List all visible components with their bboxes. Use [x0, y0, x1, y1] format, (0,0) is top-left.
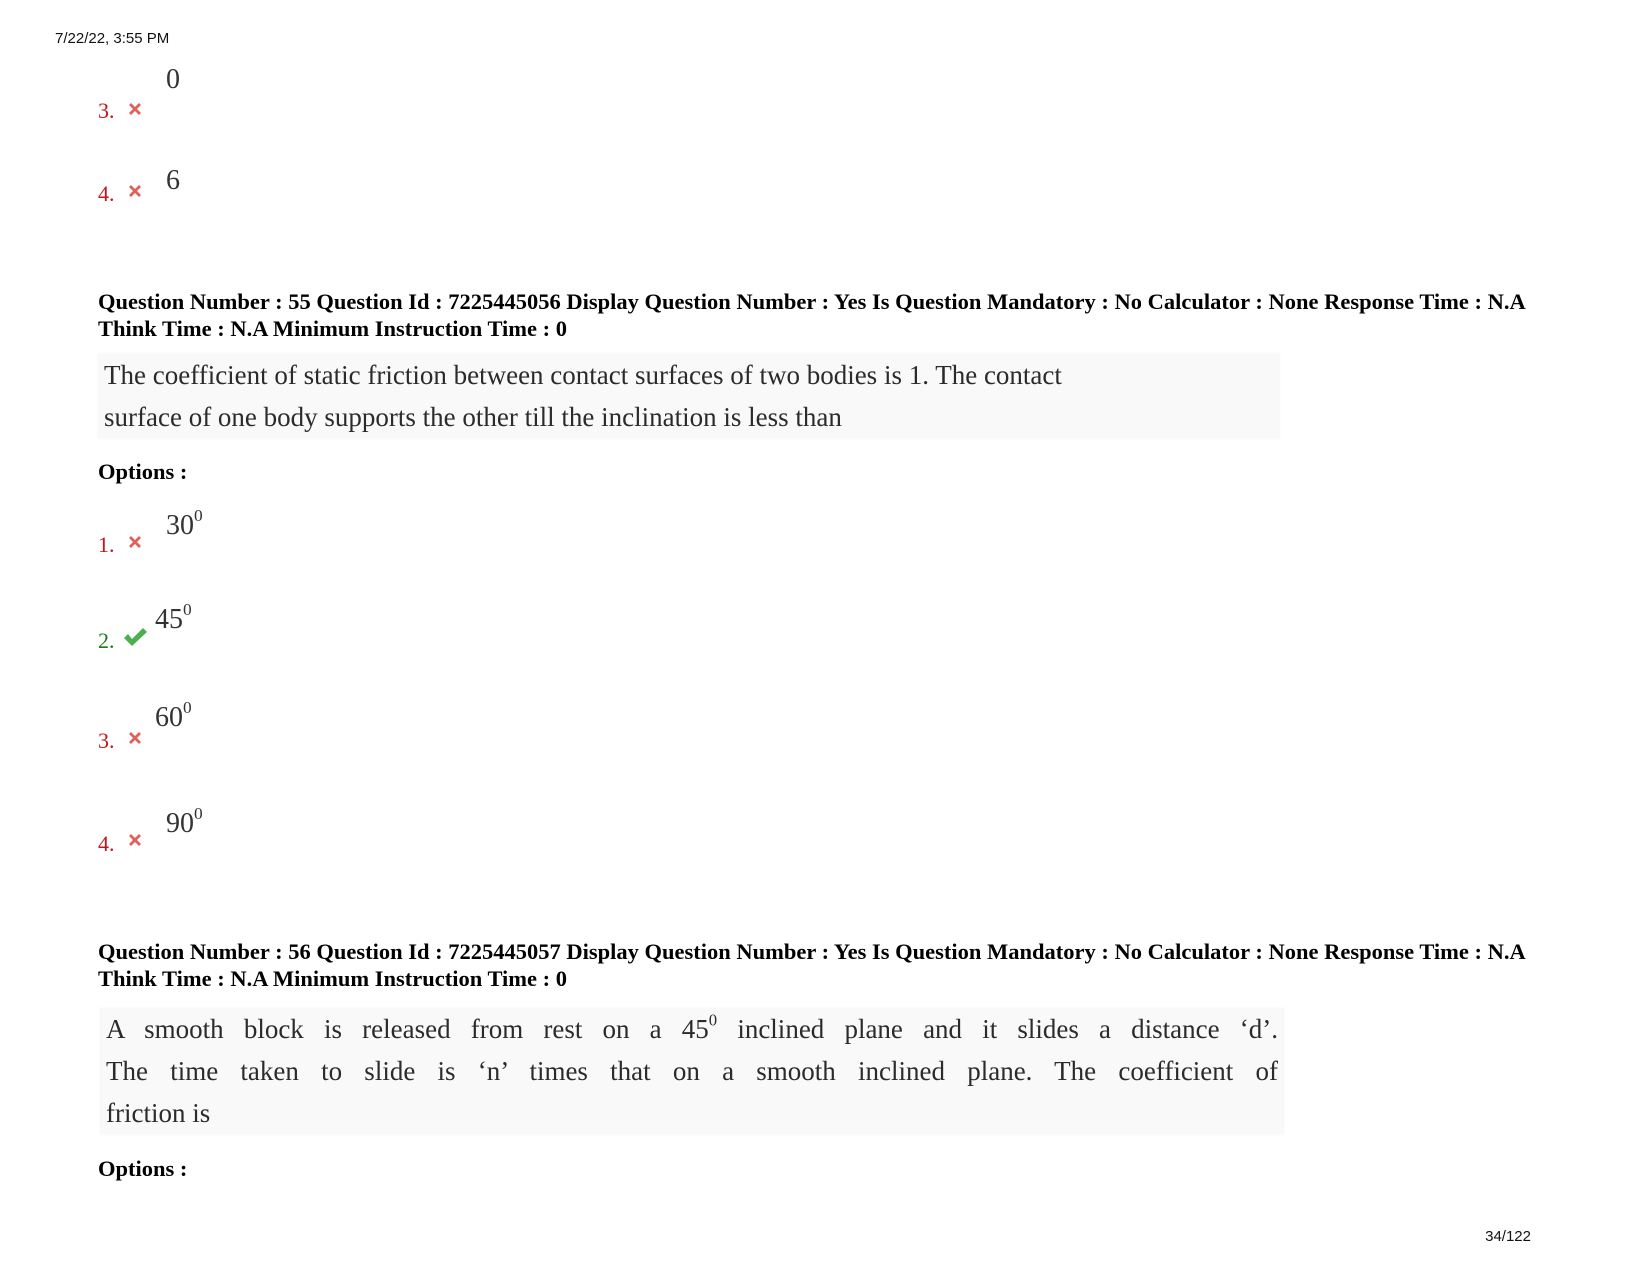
- q56-question-text: [100, 1008, 1284, 1134]
- q56-text-line-3: friction is: [106, 1098, 211, 1128]
- q56-text-line-2: The time taken to slide is ‘n’ times that on a smooth inclined plane. The coefficient of: [106, 1056, 1278, 1086]
- q55-options-label: Options :: [98, 459, 188, 484]
- q56-text-line-1-sup: 0: [708, 1010, 718, 1030]
- q55-option-3-number: 3.: [98, 728, 115, 753]
- q55-text-line-2: surface of one body supports the other till the inclination is less than: [104, 402, 842, 432]
- q55-option-2-value: [155, 599, 192, 636]
- q56-text-line-1-b: inclined plane and it slides a distance ‘d’.: [717, 1014, 1279, 1044]
- q55-meta: Question Number : 55 Question Id : 7225445056 Display Question Number : Yes Is Question Mandatory : No Calculator : None Response Time : N.A Think Time : N.A Minimum Instruction Time : 0: [98, 289, 1525, 341]
- q55-option-3-base: 60: [155, 702, 183, 733]
- q56-text-line-1-a: A smooth block is released from rest on a 45: [106, 1014, 709, 1044]
- page-number: 34/122: [1485, 1228, 1531, 1245]
- q55-option-4-base: 90: [166, 808, 194, 839]
- prev-option-4-value: 6: [166, 165, 180, 196]
- q56-options-label: Options :: [98, 1156, 188, 1181]
- cross-icon: [125, 181, 145, 201]
- q56-text-line-1: [106, 1008, 1278, 1050]
- cross-icon: [125, 830, 145, 850]
- q55-option-2-base: 45: [155, 604, 183, 635]
- q55-option-1-base: 30: [166, 510, 194, 541]
- q55-option-1-value: [166, 505, 203, 542]
- q55-option-2-sup: 0: [183, 599, 192, 619]
- q55-text-line-1: The coefficient of static friction between contact surfaces of two bodies is 1. The contact: [104, 360, 1062, 390]
- print-timestamp: 7/22/22, 3:55 PM: [55, 30, 170, 47]
- prev-option-4-number: 4.: [98, 181, 115, 206]
- q55-question-text: [98, 354, 1280, 438]
- q55-option-3-value: [155, 697, 192, 734]
- q55-option-3-sup: 0: [183, 697, 192, 717]
- prev-option-3-number: 3.: [98, 98, 115, 123]
- q55-option-4-value: [166, 803, 203, 840]
- q56-meta: Question Number : 56 Question Id : 7225445057 Display Question Number : Yes Is Question Mandatory : No Calculator : None Response Time : N.A Think Time : N.A Minimum Instruction Time : 0: [98, 939, 1525, 991]
- check-icon: [122, 626, 148, 648]
- cross-icon: [125, 728, 145, 748]
- prev-option-3-value: 0: [166, 64, 180, 95]
- cross-icon: [125, 99, 145, 119]
- q55-option-1-number: 1.: [98, 532, 115, 557]
- q55-option-1-sup: 0: [194, 505, 203, 525]
- q55-option-4-number: 4.: [98, 831, 115, 856]
- cross-icon: [125, 532, 145, 552]
- q55-option-4-sup: 0: [194, 803, 203, 823]
- q55-option-2-number: 2.: [98, 628, 115, 653]
